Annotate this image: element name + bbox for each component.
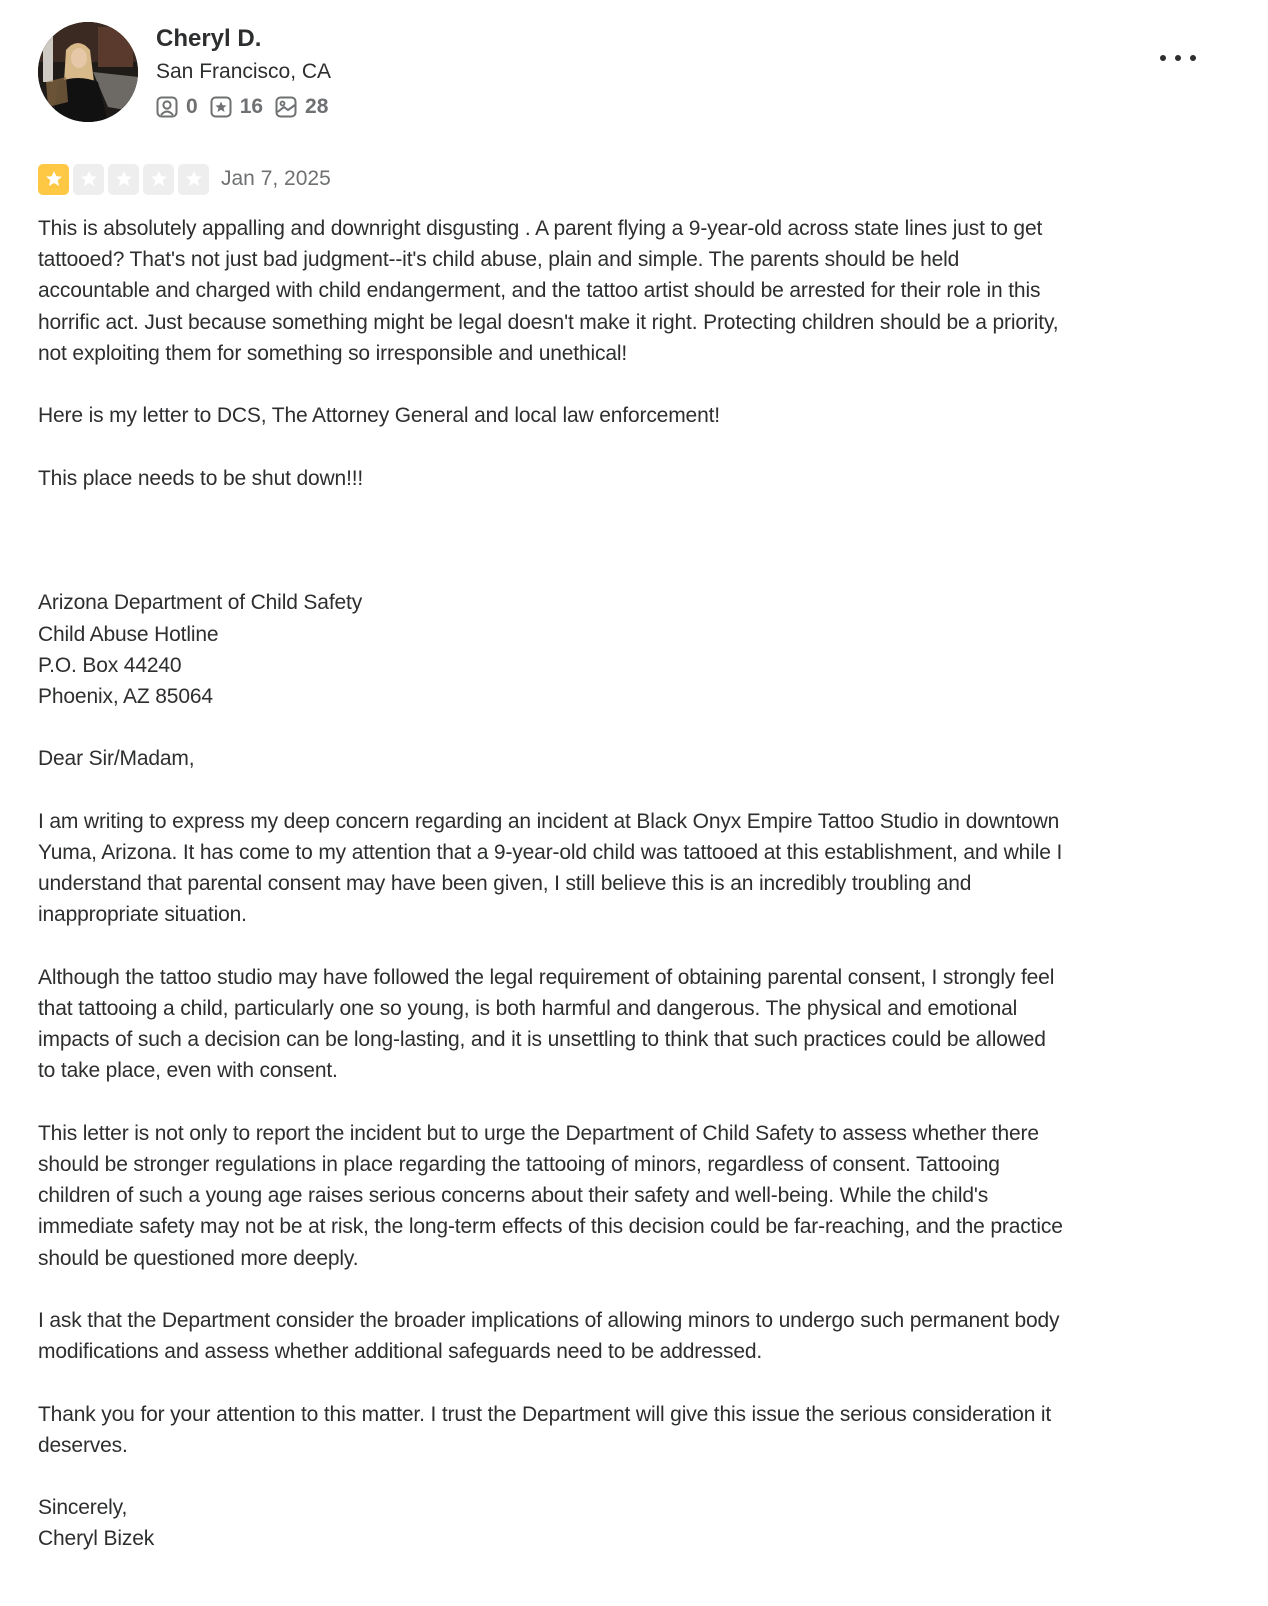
paragraph-spacer (38, 556, 1068, 587)
friends-count: 0 (186, 95, 198, 118)
more-options-button[interactable] (1158, 50, 1198, 66)
star-empty-icon (108, 164, 139, 195)
paragraph-spacer (38, 775, 1068, 806)
user-location: San Francisco, CA (156, 60, 332, 83)
avatar-photo (38, 22, 138, 122)
review-paragraph: I am writing to express my deep concern regarding an incident at Black Onyx Empire Tattoo Studio in downtown Yuma, Arizona. It has come to my attention that a 9-year-old child was tattooed at this establishment, and while I understand that parental consent may have been given, I still believe this is an incredibly troubling and inappropriate situation. (38, 809, 1068, 927)
review-paragraph: Here is my letter to DCS, The Attorney General and local law enforcement! (38, 404, 720, 428)
paragraph-spacer (38, 431, 1068, 462)
paragraph-spacer (38, 494, 1068, 525)
paragraph-spacer (38, 1274, 1068, 1305)
paragraph-spacer (38, 369, 1068, 400)
photos-count: 28 (305, 95, 329, 118)
avatar[interactable] (38, 22, 138, 122)
review-date: Jan 7, 2025 (221, 167, 331, 190)
user-stats (156, 93, 340, 121)
review-paragraph: Sincerely, Cheryl Bizek (38, 1496, 155, 1551)
paragraph-spacer (38, 1461, 1068, 1492)
review-paragraph: This place needs to be shut down!!! (38, 466, 364, 490)
reviews-icon (210, 96, 232, 118)
photos-icon (275, 96, 297, 118)
friends-icon (156, 96, 178, 118)
review-paragraph: Thank you for your attention to this matter. I trust the Department will give this issue the serious consideration it deserves. (38, 1402, 1057, 1457)
star-empty-icon (178, 164, 209, 195)
paragraph-spacer (38, 1367, 1068, 1398)
rating-row (38, 163, 331, 195)
review-paragraph: Arizona Department of Child Safety Child Abuse Hotline P.O. Box 44240 Phoenix, AZ 85064 (38, 591, 363, 708)
friends-stat (156, 95, 198, 119)
user-name[interactable]: Cheryl D. (156, 25, 262, 52)
more-dot-icon (1175, 55, 1181, 61)
review-paragraph: Dear Sir/Madam, (38, 747, 195, 771)
star-filled-icon (38, 164, 69, 195)
user-info (156, 22, 340, 121)
review-text (38, 213, 1068, 1555)
star-empty-icon (73, 164, 104, 195)
reviews-count: 16 (239, 95, 264, 118)
review-paragraph: This is absolutely appalling and downright disgusting . A parent flying a 9-year-old across state lines just to get tattooed? That's not just bad judgment--it's child abuse, plain and simple. The parents should be held accountable and charged with child endangerment, and the tattoo artist should be arrested for their role in this horrific act. Just because something might be legal doesn't make it right. Protecting children should be a priority, not exploiting them for something so irresponsible and unethical! (38, 217, 1065, 365)
paragraph-spacer (38, 931, 1068, 962)
review-paragraph: I ask that the Department consider the broader implications of allowing minors to undergo such permanent body modifications and assess whether additional safeguards need to be addressed. (38, 1308, 1066, 1364)
more-dot-icon (1190, 55, 1196, 61)
review-paragraph: This letter is not only to report the incident but to urge the Department of Child Safety to assess whether there should be stronger regulations in place regarding the tattooing of minors, regardless of consent. Tattooing children of such a young age raises serious concerns about their safety and well-being. While the child's immediate safety may not be at risk, the long-term effects of this decision could be far-reaching, and the practice should be questioned more deeply. (38, 1121, 1069, 1270)
photos-stat (275, 95, 328, 119)
review-paragraph: Although the tattoo studio may have followed the legal requirement of obtaining parental consent, I strongly feel that tattooing a child, particularly one so young, is both harmful and dangerous. The physical and emotional impacts of such a decision can be long-lasting, and it is unsettling to think that such practices could be allowed to take place, even with consent. (38, 965, 1060, 1083)
reviews-stat (210, 95, 263, 119)
paragraph-spacer (38, 1087, 1068, 1118)
review-header (38, 22, 1238, 122)
paragraph-spacer (38, 712, 1068, 743)
star-rating (38, 164, 213, 195)
review-paragraph (38, 525, 1068, 556)
star-empty-icon (143, 164, 174, 195)
more-dot-icon (1160, 55, 1166, 61)
